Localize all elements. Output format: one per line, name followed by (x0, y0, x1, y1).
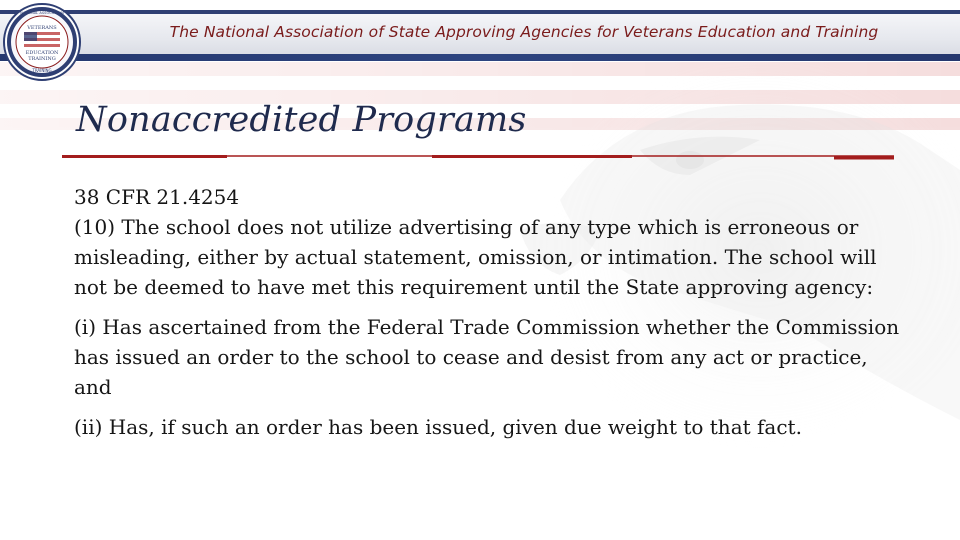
seal-text-line: EDUCATION (25, 50, 59, 56)
seal-text-line: TRAINING (32, 68, 52, 73)
regulation-text (74, 182, 904, 452)
citation: 38 CFR 21.4254 (74, 185, 240, 209)
title-underline-divider (62, 152, 894, 164)
header-accent-stripe (0, 54, 960, 61)
seal-text-line: TRAINING (28, 56, 56, 62)
seal-text-line: VETERANS (27, 25, 57, 31)
paragraph: (ii) Has, if such an order has been issued, given due weight to that fact. (74, 415, 802, 439)
seal-text-line: NATIONAL ASSOCIATION (20, 11, 64, 15)
organization-name: The National Association of State Approving Agencies for Veterans Education and Training (169, 23, 879, 41)
paragraph: (10) The school does not utilize advertising of any type which is erroneous or misleading, either by actual statement, omission, or intimation. The school will not be deemed to have met this requirement until the State approving agency: (74, 215, 877, 299)
paragraph: (i) Has ascertained from the Federal Trade Commission whether the Commission has issued an order to the school to cease and desist from any act or practice, and (74, 315, 900, 399)
page-title: Nonaccredited Programs (76, 100, 527, 140)
organization-seal-icon (2, 2, 82, 82)
